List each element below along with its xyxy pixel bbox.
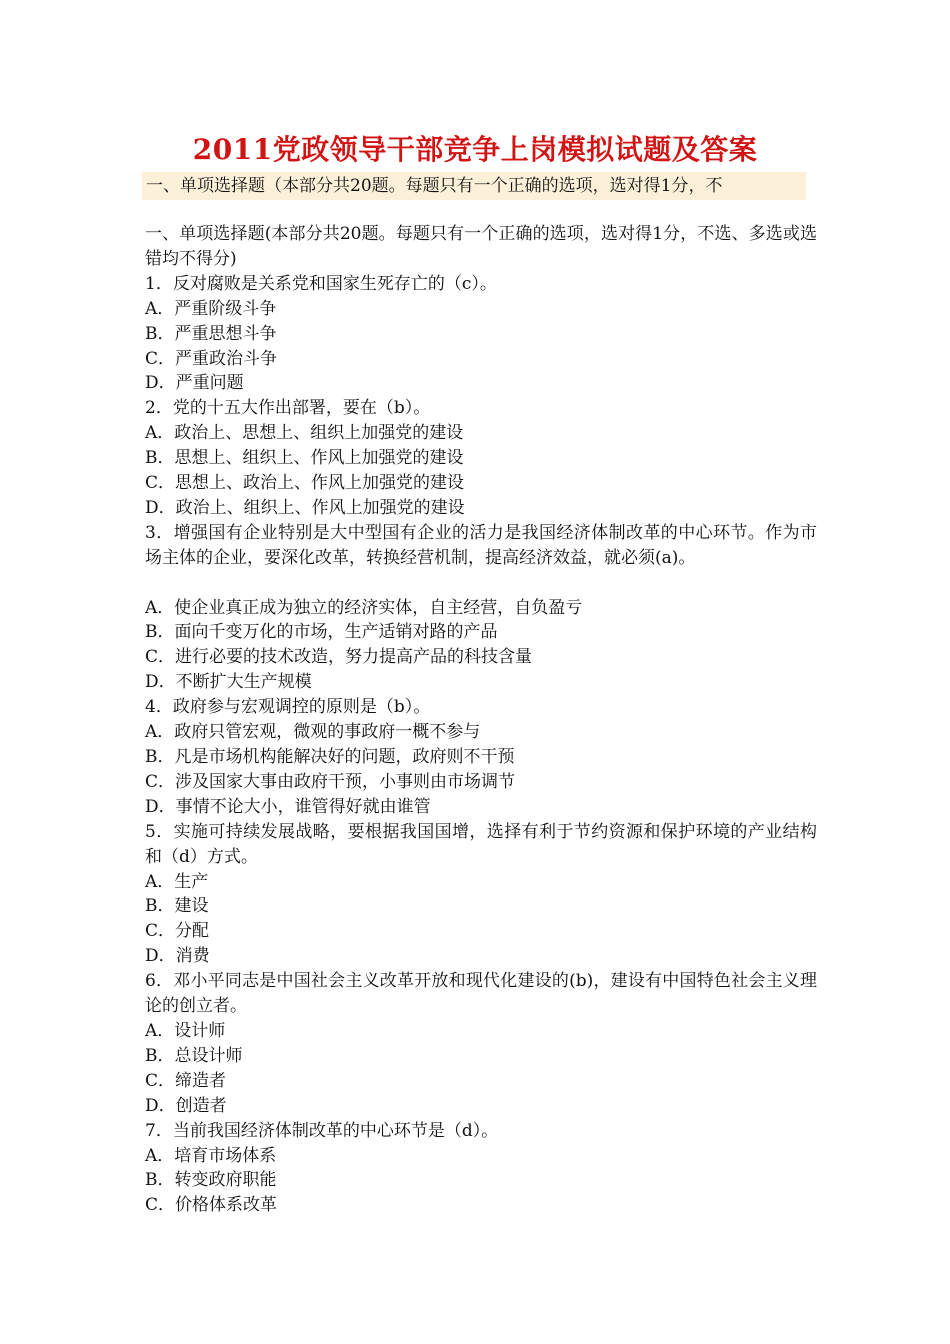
question-1-option-c: C．严重政治斗争 [145, 348, 278, 369]
question-2: 2．党的十五大作出部署，要在（b）。 [145, 398, 431, 419]
question-2-option-a: A．政治上、思想上、组织上加强党的建设 [145, 423, 464, 444]
question-4-option-d: D．事情不论大小，谁管得好就由谁管 [145, 796, 431, 817]
question-3-option-a: A．使企业真正成为独立的经济实体，自主经营，自负盈亏 [145, 597, 583, 618]
question-5-option-a: A．生产 [145, 871, 209, 892]
question-6: 6．邓小平同志是中国社会主义改革开放和现代化建设的(b)，建设有中国特色社会主义理论的创立者。 [145, 971, 817, 1017]
question-2-option-d: D．政治上、组织上、作风上加强党的建设 [145, 497, 465, 518]
question-5-option-d: D．消费 [145, 946, 210, 967]
question-4-option-b: B．凡是市场机构能解决好的问题，政府则不干预 [145, 747, 515, 768]
question-2-option-c: C．思想上、政治上、作风上加强党的建设 [145, 473, 465, 494]
question-1-option-a: A．严重阶级斗争 [145, 298, 277, 319]
question-4-option-c: C．涉及国家大事由政府干预，小事则由市场调节 [145, 771, 516, 792]
question-1: 1．反对腐败是关系党和国家生死存亡的（c）。 [145, 273, 497, 294]
question-6-option-c: C．缔造者 [145, 1070, 227, 1091]
document-body [145, 222, 817, 1218]
question-7-option-b: B．转变政府职能 [145, 1170, 277, 1191]
question-7-option-c: C．价格体系改革 [145, 1195, 278, 1216]
question-4: 4．政府参与宏观调控的原则是（b）。 [145, 697, 431, 718]
question-5: 5．实施可持续发展战略，要根据我国国增，选择有利于节约资源和保护环境的产业结构和（d）方式。 [145, 821, 817, 867]
question-4-option-a: A．政府只管宏观，微观的事政府一概不参与 [145, 722, 481, 743]
question-5-option-b: B．建设 [145, 896, 209, 917]
question-3: 3．增强国有企业特别是大中型国有企业的活力是我国经济体制改革的中心环节。作为市场主体的企业，要深化改革，转换经营机制，提高经济效益，就必须(a)。 [145, 522, 817, 568]
question-6-option-d: D．创造者 [145, 1095, 227, 1116]
blank-line [145, 571, 817, 596]
question-2-option-b: B．思想上、组织上、作风上加强党的建设 [145, 448, 464, 469]
question-1-option-d: D．严重问题 [145, 373, 244, 394]
question-5-option-c: C．分配 [145, 921, 210, 942]
question-6-option-a: A．设计师 [145, 1020, 226, 1041]
section-intro: 一、单项选择题(本部分共20题。每题只有一个正确的选项，选对得1分，不选、多选或选错均不得分) [145, 224, 817, 269]
question-3-option-c: C．进行必要的技术改造，努力提高产品的科技含量 [145, 647, 533, 668]
highlighted-heading-line: 一、单项选择题（本部分共20题。每题只有一个正确的选项，选对得1分，不 [142, 172, 806, 200]
question-3-option-d: D．不断扩大生产规模 [145, 672, 312, 693]
question-7: 7．当前我国经济体制改革的中心环节是（d）。 [145, 1120, 499, 1141]
question-3-option-b: B．面向千变万化的市场，生产适销对路的产品 [145, 622, 498, 643]
document-title: 2011党政领导干部竞争上岗模拟试题及答案 [192, 133, 758, 166]
question-7-option-a: A．培育市场体系 [145, 1145, 277, 1166]
question-6-option-b: B．总设计师 [145, 1045, 243, 1066]
question-1-option-b: B．严重思想斗争 [145, 323, 277, 344]
